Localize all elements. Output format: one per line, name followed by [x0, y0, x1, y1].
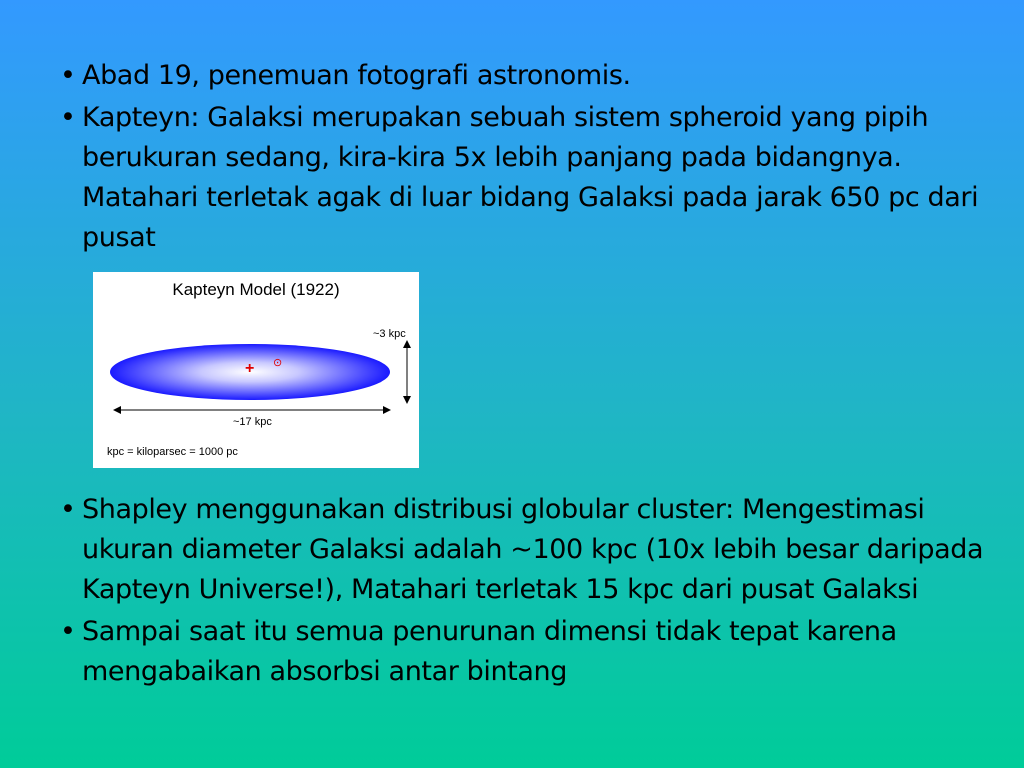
bullet-list-top [60, 56, 1005, 260]
bullet-text: Sampai saat itu semua penurunan dimensi tidak tepat karena mengabaikan absorbsi antar bintang [82, 616, 897, 687]
center-marker: + [245, 360, 255, 377]
diameter-arrow-head-left [113, 406, 121, 414]
figure-footnote: kpc = kiloparsec = 1000 pc [107, 446, 238, 458]
bullet-symbol: • [60, 616, 76, 647]
thickness-label: ~3 kpc [373, 328, 406, 340]
bullet-item [60, 56, 1005, 96]
bullet-item [60, 98, 1005, 258]
figure-title: Kapteyn Model (1922) [172, 280, 340, 299]
bullet-symbol: • [60, 60, 76, 91]
bullet-text: Shapley menggunakan distribusi globular cluster: Mengestimasi ukuran diameter Galaksi adalah ~100 kpc (10x lebih besar daripada Kapteyn Universe!), Matahari terletak 15 kpc dari pusat Galaksi [82, 494, 984, 605]
bullet-symbol: • [60, 494, 76, 525]
bullet-symbol: • [60, 102, 76, 133]
bullet-item [60, 490, 1005, 610]
kapteyn-model-figure [93, 272, 419, 468]
thickness-arrow-head-top [403, 340, 411, 348]
diameter-label: ~17 kpc [233, 416, 272, 428]
bullet-item [60, 612, 1005, 692]
thickness-arrow-head-bottom [403, 396, 411, 404]
diameter-arrow-head-right [383, 406, 391, 414]
bullet-text: Abad 19, penemuan fotografi astronomis. [82, 60, 631, 91]
bullet-text: Kapteyn: Galaksi merupakan sebuah sistem spheroid yang pipih berukuran sedang, kira-kira 5x lebih panjang pada bidangnya. Matahari terletak agak di luar bidang Galaksi pada jarak 650 pc dari pusat [82, 102, 979, 253]
galaxy-diagram [93, 272, 419, 468]
bullet-list-bottom [60, 490, 1005, 694]
sun-marker: ⊙ [273, 357, 283, 369]
